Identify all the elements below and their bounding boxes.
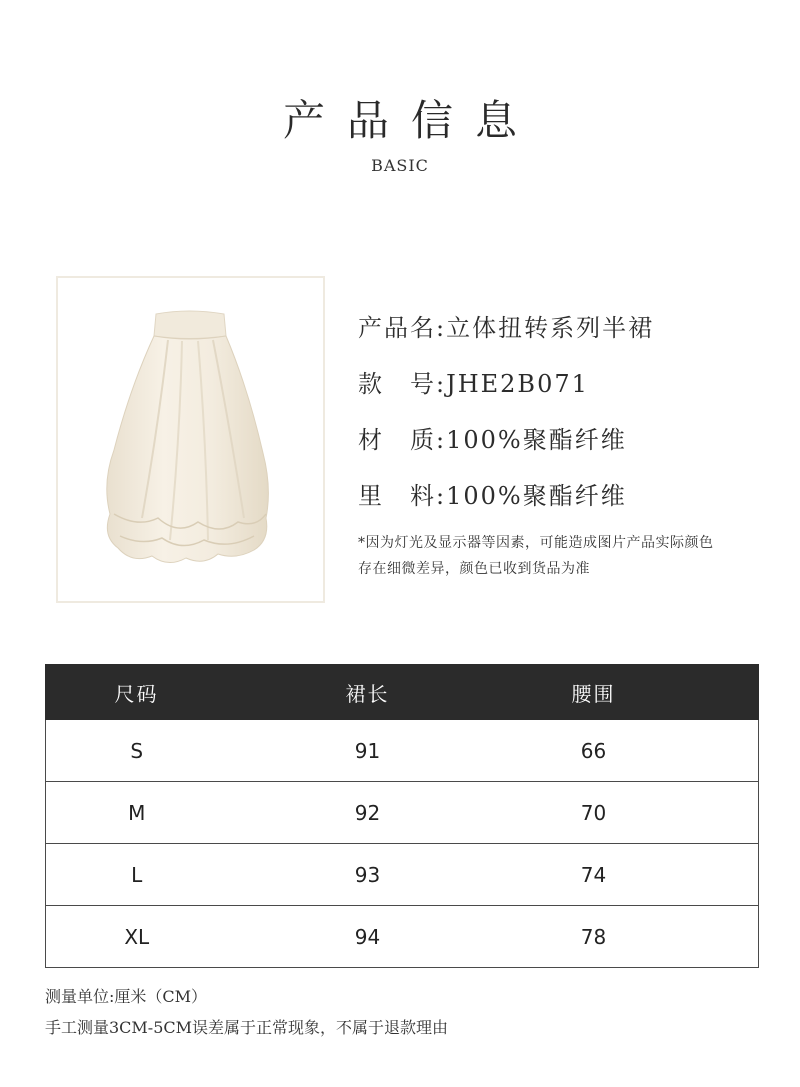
header-blank	[680, 665, 759, 720]
info-material	[358, 420, 627, 455]
cell-length: 91	[228, 720, 508, 782]
cell-size: M	[46, 782, 228, 844]
table-row	[46, 782, 759, 844]
product-photo	[56, 276, 325, 603]
info-lining-label: 里 料:	[358, 482, 447, 510]
info-material-value: 100%聚酯纤维	[446, 426, 627, 454]
cell-waist: 74	[508, 844, 680, 906]
table-row	[46, 906, 759, 968]
cell-length: 92	[228, 782, 508, 844]
header-size: 尺码	[46, 665, 228, 720]
cell-blank	[680, 782, 759, 844]
page-subtitle: BASIC	[371, 156, 429, 175]
cell-size: XL	[46, 906, 228, 968]
tolerance-note: 手工测量3CM-5CM误差属于正常现象，不属于退款理由	[45, 1018, 449, 1037]
color-disclaimer-line1: *因为灯光及显示器等因素，可能造成图片产品实际颜色	[358, 535, 714, 551]
color-disclaimer-line2: 存在细微差异，颜色已收到货品为准	[358, 561, 590, 577]
header-length: 裙长	[228, 665, 508, 720]
cell-waist: 70	[508, 782, 680, 844]
cell-length: 93	[228, 844, 508, 906]
cell-blank	[680, 906, 759, 968]
info-material-label: 材 质:	[358, 426, 447, 454]
size-table	[45, 664, 759, 968]
cell-waist: 66	[508, 720, 680, 782]
color-disclaimer	[358, 530, 768, 582]
info-name-value: 立体扭转系列半裙	[446, 314, 655, 342]
info-style-number	[358, 364, 589, 399]
table-row	[46, 720, 759, 782]
info-lining-value: 100%聚酯纤维	[446, 482, 627, 510]
info-style-number-value: JHE2B071	[446, 370, 589, 398]
cell-waist: 78	[508, 906, 680, 968]
size-table-header	[46, 665, 759, 720]
info-lining	[358, 476, 627, 511]
unit-note: 测量单位:厘米（CM）	[45, 987, 208, 1006]
table-row	[46, 844, 759, 906]
info-name-label: 产品名:	[358, 314, 447, 342]
cell-size: S	[46, 720, 228, 782]
skirt-photo-icon	[58, 278, 323, 601]
cell-size: L	[46, 844, 228, 906]
header-waist: 腰围	[508, 665, 680, 720]
cell-blank	[680, 844, 759, 906]
info-style-number-label: 款 号:	[358, 370, 447, 398]
cell-length: 94	[228, 906, 508, 968]
info-name	[358, 308, 654, 343]
page-title: 产品信息	[282, 96, 539, 145]
cell-blank	[680, 720, 759, 782]
